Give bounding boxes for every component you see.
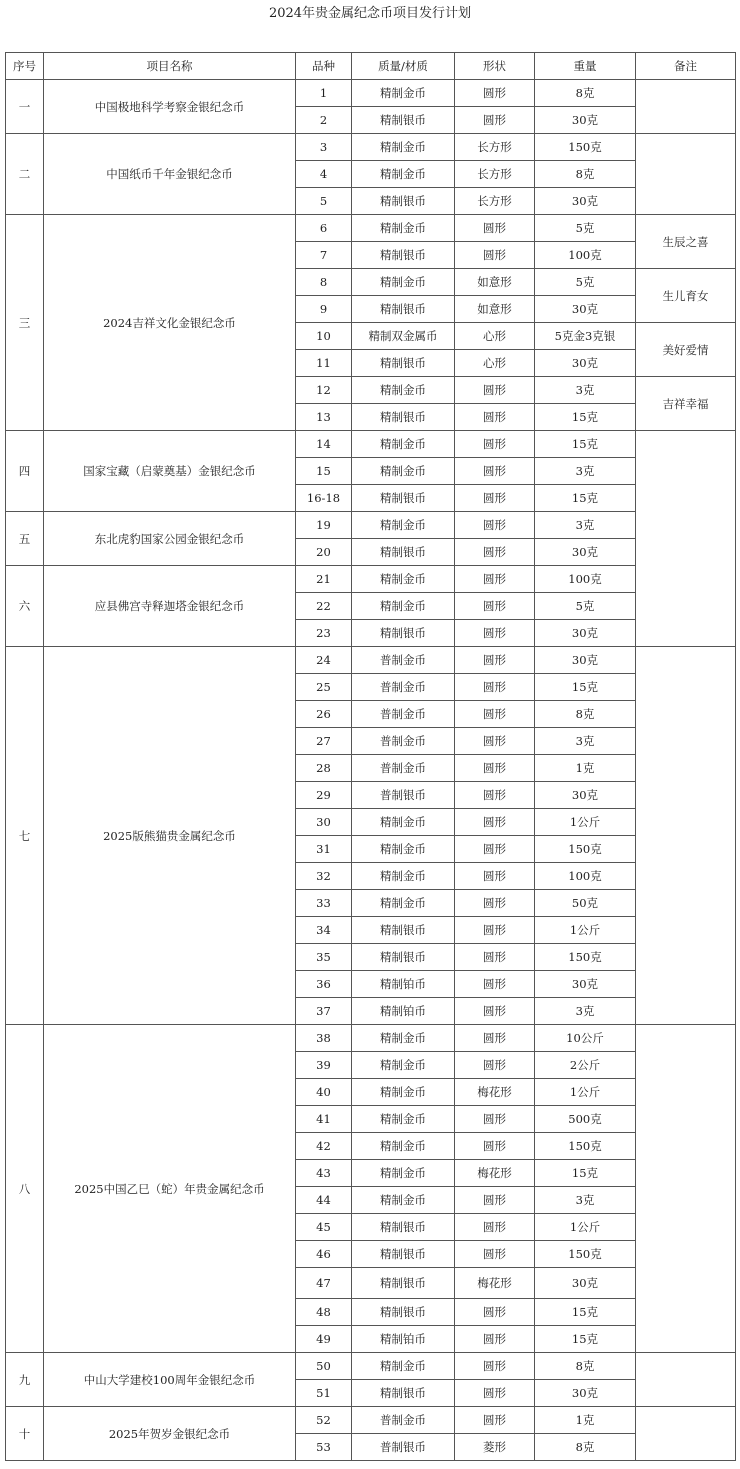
row-weight: 3克 <box>535 998 636 1025</box>
row-project-name: 2025中国乙巳（蛇）年贵金属纪念币 <box>44 1025 296 1353</box>
row-weight: 5克 <box>535 593 636 620</box>
row-weight: 1克 <box>535 755 636 782</box>
row-shape: 长方形 <box>455 134 535 161</box>
row-quality: 精制金币 <box>352 269 455 296</box>
row-quality: 精制金币 <box>352 1052 455 1079</box>
row-weight: 30克 <box>535 350 636 377</box>
row-weight: 30克 <box>535 188 636 215</box>
row-quality: 精制银币 <box>352 620 455 647</box>
row-variety: 46 <box>296 1241 352 1268</box>
row-quality: 精制铂币 <box>352 971 455 998</box>
row-shape: 圆形 <box>455 755 535 782</box>
row-quality: 精制银币 <box>352 485 455 512</box>
row-shape: 圆形 <box>455 1025 535 1052</box>
row-quality: 精制铂币 <box>352 998 455 1025</box>
row-variety: 12 <box>296 377 352 404</box>
row-variety: 25 <box>296 674 352 701</box>
row-variety: 40 <box>296 1079 352 1106</box>
row-project-name: 2024吉祥文化金银纪念币 <box>44 215 296 431</box>
header-quality: 质量/材质 <box>352 53 455 80</box>
row-quality: 精制金币 <box>352 1133 455 1160</box>
row-weight: 50克 <box>535 890 636 917</box>
row-project-name: 中国极地科学考察金银纪念币 <box>44 80 296 134</box>
row-weight: 15克 <box>535 1160 636 1187</box>
row-variety: 29 <box>296 782 352 809</box>
row-weight: 8克 <box>535 161 636 188</box>
row-note: 生辰之喜 <box>636 215 736 269</box>
row-shape: 圆形 <box>455 728 535 755</box>
row-shape: 心形 <box>455 350 535 377</box>
table-row <box>6 1353 736 1380</box>
row-variety: 37 <box>296 998 352 1025</box>
row-shape: 圆形 <box>455 593 535 620</box>
row-weight: 3克 <box>535 458 636 485</box>
row-variety: 7 <box>296 242 352 269</box>
row-quality: 精制金币 <box>352 890 455 917</box>
row-variety: 33 <box>296 890 352 917</box>
row-shape: 圆形 <box>455 431 535 458</box>
row-quality: 普制银币 <box>352 782 455 809</box>
row-quality: 精制金币 <box>352 1025 455 1052</box>
row-shape: 圆形 <box>455 917 535 944</box>
row-shape: 圆形 <box>455 1052 535 1079</box>
row-quality: 精制银币 <box>352 539 455 566</box>
row-quality: 精制银币 <box>352 917 455 944</box>
row-variety: 8 <box>296 269 352 296</box>
table-row <box>6 134 736 161</box>
row-seq: 九 <box>6 1353 44 1407</box>
row-quality: 精制银币 <box>352 1299 455 1326</box>
page-title: 2024年贵金属纪念币项目发行计划 <box>268 6 472 21</box>
row-quality: 精制银币 <box>352 242 455 269</box>
row-weight: 30克 <box>535 107 636 134</box>
row-weight: 30克 <box>535 1380 636 1407</box>
row-quality: 精制金币 <box>352 134 455 161</box>
row-weight: 15克 <box>535 1299 636 1326</box>
row-weight: 100克 <box>535 566 636 593</box>
row-variety: 15 <box>296 458 352 485</box>
row-seq: 四 <box>6 431 44 512</box>
header-name: 项目名称 <box>44 53 296 80</box>
row-variety: 30 <box>296 809 352 836</box>
row-weight: 8克 <box>535 1434 636 1461</box>
row-quality: 精制金币 <box>352 1187 455 1214</box>
row-variety: 44 <box>296 1187 352 1214</box>
row-variety: 45 <box>296 1214 352 1241</box>
row-project-name: 中山大学建校100周年金银纪念币 <box>44 1353 296 1407</box>
row-weight: 1公斤 <box>535 809 636 836</box>
row-shape: 圆形 <box>455 863 535 890</box>
row-weight: 1公斤 <box>535 1079 636 1106</box>
row-quality: 精制金币 <box>352 377 455 404</box>
row-variety: 4 <box>296 161 352 188</box>
row-weight: 8克 <box>535 701 636 728</box>
row-quality: 精制银币 <box>352 1268 455 1299</box>
row-variety: 14 <box>296 431 352 458</box>
row-weight: 5克金3克银 <box>535 323 636 350</box>
row-quality: 精制金币 <box>352 80 455 107</box>
row-seq: 三 <box>6 215 44 431</box>
table-body <box>6 80 736 1461</box>
row-weight: 500克 <box>535 1106 636 1133</box>
row-weight: 1公斤 <box>535 1214 636 1241</box>
row-shape: 圆形 <box>455 809 535 836</box>
row-quality: 精制银币 <box>352 107 455 134</box>
row-quality: 精制银币 <box>352 1241 455 1268</box>
row-project-name: 2025年贺岁金银纪念币 <box>44 1407 296 1461</box>
row-shape: 如意形 <box>455 296 535 323</box>
row-variety: 6 <box>296 215 352 242</box>
row-note: 吉祥幸福 <box>636 377 736 431</box>
row-variety: 24 <box>296 647 352 674</box>
row-variety: 52 <box>296 1407 352 1434</box>
row-variety: 2 <box>296 107 352 134</box>
row-quality: 精制金币 <box>352 1353 455 1380</box>
row-weight: 3克 <box>535 728 636 755</box>
table-row <box>6 215 736 242</box>
row-note-empty <box>636 1025 736 1353</box>
row-weight: 150克 <box>535 1133 636 1160</box>
row-weight: 8克 <box>535 1353 636 1380</box>
row-shape: 圆形 <box>455 1133 535 1160</box>
row-shape: 圆形 <box>455 1326 535 1353</box>
row-shape: 圆形 <box>455 458 535 485</box>
row-variety: 23 <box>296 620 352 647</box>
row-note-empty <box>636 431 736 647</box>
row-quality: 精制金币 <box>352 863 455 890</box>
row-shape: 梅花形 <box>455 1160 535 1187</box>
row-seq: 十 <box>6 1407 44 1461</box>
row-variety: 1 <box>296 80 352 107</box>
row-variety: 9 <box>296 296 352 323</box>
row-quality: 精制金币 <box>352 1160 455 1187</box>
row-shape: 圆形 <box>455 215 535 242</box>
row-variety: 50 <box>296 1353 352 1380</box>
row-quality: 精制银币 <box>352 1214 455 1241</box>
row-shape: 圆形 <box>455 674 535 701</box>
row-variety: 11 <box>296 350 352 377</box>
row-note-empty <box>636 647 736 1025</box>
row-variety: 48 <box>296 1299 352 1326</box>
row-quality: 普制金币 <box>352 755 455 782</box>
header-note: 备注 <box>636 53 736 80</box>
row-weight: 3克 <box>535 377 636 404</box>
row-variety: 27 <box>296 728 352 755</box>
row-shape: 心形 <box>455 323 535 350</box>
row-quality: 精制金币 <box>352 566 455 593</box>
table-row <box>6 80 736 107</box>
issue-plan-table <box>5 52 736 1461</box>
row-quality: 精制银币 <box>352 944 455 971</box>
row-weight: 8克 <box>535 80 636 107</box>
row-weight: 30克 <box>535 620 636 647</box>
row-shape: 梅花形 <box>455 1079 535 1106</box>
row-project-name: 2025版熊猫贵金属纪念币 <box>44 647 296 1025</box>
row-quality: 精制银币 <box>352 1380 455 1407</box>
row-quality: 精制双金属币 <box>352 323 455 350</box>
row-seq: 六 <box>6 566 44 647</box>
row-shape: 圆形 <box>455 998 535 1025</box>
row-shape: 圆形 <box>455 80 535 107</box>
row-variety: 47 <box>296 1268 352 1299</box>
row-project-name: 中国纸币千年金银纪念币 <box>44 134 296 215</box>
row-seq: 二 <box>6 134 44 215</box>
header-weight: 重量 <box>535 53 636 80</box>
row-shape: 圆形 <box>455 485 535 512</box>
row-shape: 圆形 <box>455 890 535 917</box>
row-quality: 精制银币 <box>352 404 455 431</box>
row-shape: 圆形 <box>455 620 535 647</box>
row-variety: 19 <box>296 512 352 539</box>
row-quality: 普制金币 <box>352 647 455 674</box>
header-variety: 品种 <box>296 53 352 80</box>
row-quality: 精制金币 <box>352 161 455 188</box>
row-weight: 30克 <box>535 1268 636 1299</box>
row-quality: 普制银币 <box>352 1434 455 1461</box>
row-variety: 22 <box>296 593 352 620</box>
row-project-name: 东北虎豹国家公园金银纪念币 <box>44 512 296 566</box>
row-shape: 圆形 <box>455 1407 535 1434</box>
row-quality: 精制金币 <box>352 431 455 458</box>
row-shape: 圆形 <box>455 647 535 674</box>
row-quality: 普制金币 <box>352 701 455 728</box>
row-seq: 五 <box>6 512 44 566</box>
row-weight: 5克 <box>535 269 636 296</box>
row-weight: 5克 <box>535 215 636 242</box>
row-weight: 1克 <box>535 1407 636 1434</box>
table-row <box>6 1025 736 1052</box>
row-quality: 精制金币 <box>352 809 455 836</box>
row-shape: 圆形 <box>455 566 535 593</box>
row-quality: 精制金币 <box>352 836 455 863</box>
row-shape: 圆形 <box>455 944 535 971</box>
row-weight: 150克 <box>535 944 636 971</box>
row-shape: 圆形 <box>455 1214 535 1241</box>
row-variety: 35 <box>296 944 352 971</box>
row-variety: 5 <box>296 188 352 215</box>
row-shape: 圆形 <box>455 971 535 998</box>
row-variety: 43 <box>296 1160 352 1187</box>
row-shape: 如意形 <box>455 269 535 296</box>
row-shape: 菱形 <box>455 1434 535 1461</box>
row-shape: 圆形 <box>455 1299 535 1326</box>
row-quality: 精制金币 <box>352 1106 455 1133</box>
row-weight: 15克 <box>535 1326 636 1353</box>
table-row <box>6 431 736 458</box>
header-seq: 序号 <box>6 53 44 80</box>
table-row <box>6 512 736 539</box>
row-weight: 100克 <box>535 863 636 890</box>
row-quality: 普制金币 <box>352 674 455 701</box>
row-variety: 16-18 <box>296 485 352 512</box>
row-quality: 精制金币 <box>352 215 455 242</box>
row-variety: 20 <box>296 539 352 566</box>
row-quality: 精制银币 <box>352 296 455 323</box>
row-shape: 圆形 <box>455 512 535 539</box>
row-weight: 3克 <box>535 512 636 539</box>
row-weight: 3克 <box>535 1187 636 1214</box>
row-variety: 21 <box>296 566 352 593</box>
row-shape: 圆形 <box>455 242 535 269</box>
row-weight: 100克 <box>535 242 636 269</box>
row-weight: 10公斤 <box>535 1025 636 1052</box>
header-row <box>6 53 736 80</box>
row-weight: 15克 <box>535 485 636 512</box>
row-shape: 圆形 <box>455 1241 535 1268</box>
row-shape: 圆形 <box>455 701 535 728</box>
row-variety: 38 <box>296 1025 352 1052</box>
row-variety: 49 <box>296 1326 352 1353</box>
row-shape: 圆形 <box>455 404 535 431</box>
row-weight: 15克 <box>535 431 636 458</box>
row-variety: 13 <box>296 404 352 431</box>
row-variety: 10 <box>296 323 352 350</box>
row-variety: 34 <box>296 917 352 944</box>
row-shape: 圆形 <box>455 782 535 809</box>
row-variety: 26 <box>296 701 352 728</box>
row-shape: 梅花形 <box>455 1268 535 1299</box>
row-variety: 36 <box>296 971 352 998</box>
row-quality: 精制金币 <box>352 458 455 485</box>
row-variety: 39 <box>296 1052 352 1079</box>
row-quality: 精制金币 <box>352 512 455 539</box>
row-shape: 长方形 <box>455 188 535 215</box>
row-weight: 30克 <box>535 539 636 566</box>
row-quality: 普制金币 <box>352 1407 455 1434</box>
row-weight: 2公斤 <box>535 1052 636 1079</box>
row-seq: 八 <box>6 1025 44 1353</box>
row-note-empty <box>636 1353 736 1407</box>
row-shape: 圆形 <box>455 1106 535 1133</box>
row-weight: 30克 <box>535 782 636 809</box>
row-shape: 圆形 <box>455 1353 535 1380</box>
table-row <box>6 1407 736 1434</box>
header-shape: 形状 <box>455 53 535 80</box>
row-variety: 28 <box>296 755 352 782</box>
row-variety: 3 <box>296 134 352 161</box>
row-weight: 15克 <box>535 674 636 701</box>
row-variety: 42 <box>296 1133 352 1160</box>
row-variety: 31 <box>296 836 352 863</box>
row-note-empty <box>636 134 736 215</box>
row-weight: 150克 <box>535 836 636 863</box>
row-project-name: 应县佛宫寺释迦塔金银纪念币 <box>44 566 296 647</box>
row-shape: 圆形 <box>455 539 535 566</box>
row-weight: 30克 <box>535 971 636 998</box>
row-weight: 30克 <box>535 647 636 674</box>
row-quality: 精制铂币 <box>352 1326 455 1353</box>
row-quality: 普制金币 <box>352 728 455 755</box>
row-seq: 一 <box>6 80 44 134</box>
row-quality: 精制金币 <box>352 593 455 620</box>
row-quality: 精制银币 <box>352 350 455 377</box>
row-quality: 精制金币 <box>352 1079 455 1106</box>
row-weight: 30克 <box>535 296 636 323</box>
row-variety: 41 <box>296 1106 352 1133</box>
row-weight: 150克 <box>535 134 636 161</box>
row-weight: 150克 <box>535 1241 636 1268</box>
row-note-empty <box>636 1407 736 1461</box>
row-variety: 32 <box>296 863 352 890</box>
row-note: 生儿育女 <box>636 269 736 323</box>
row-seq: 七 <box>6 647 44 1025</box>
row-variety: 53 <box>296 1434 352 1461</box>
table-row <box>6 566 736 593</box>
row-weight: 15克 <box>535 404 636 431</box>
row-shape: 圆形 <box>455 107 535 134</box>
row-project-name: 国家宝藏（启蒙奠基）金银纪念币 <box>44 431 296 512</box>
row-shape: 长方形 <box>455 161 535 188</box>
row-shape: 圆形 <box>455 1187 535 1214</box>
row-note: 美好爱情 <box>636 323 736 377</box>
row-note-empty <box>636 80 736 134</box>
row-quality: 精制银币 <box>352 188 455 215</box>
row-shape: 圆形 <box>455 836 535 863</box>
row-shape: 圆形 <box>455 377 535 404</box>
row-weight: 1公斤 <box>535 917 636 944</box>
row-variety: 51 <box>296 1380 352 1407</box>
table-row <box>6 647 736 674</box>
row-shape: 圆形 <box>455 1380 535 1407</box>
